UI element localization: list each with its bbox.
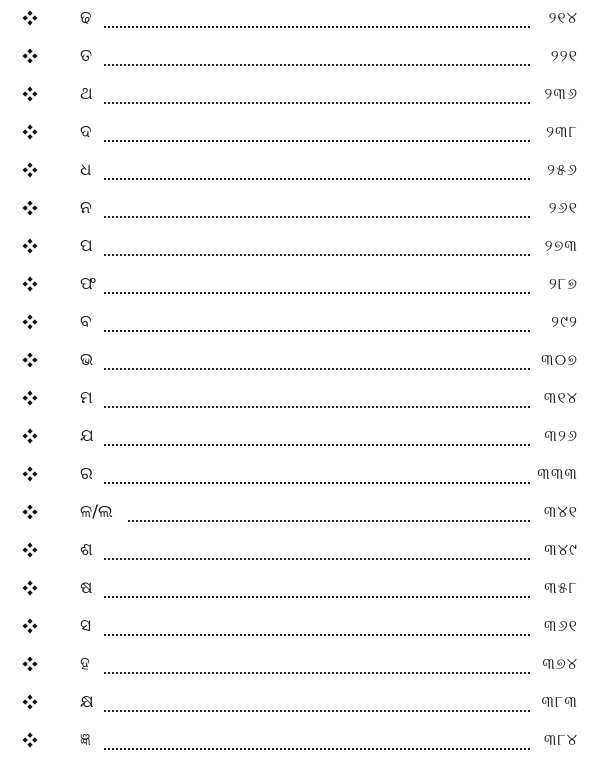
four-diamond-bullet-icon — [22, 580, 38, 596]
toc-page-number: ୨୯୨ — [551, 312, 578, 331]
dot-leader — [104, 672, 530, 674]
toc-page-number: ୨୫୬ — [546, 160, 578, 179]
dot-leader — [128, 520, 530, 522]
toc-entry[interactable] — [0, 6, 600, 36]
dot-leader — [104, 596, 530, 598]
dot-leader — [104, 64, 530, 66]
four-diamond-bullet-icon — [22, 504, 38, 520]
toc-letter: ମ — [80, 388, 93, 408]
toc-letter: ର — [80, 464, 93, 484]
toc-letter: କ୍ଷ — [80, 692, 94, 712]
four-diamond-bullet-icon — [22, 656, 38, 672]
toc-entry[interactable] — [0, 120, 600, 150]
dot-leader — [104, 140, 530, 142]
toc-entry[interactable] — [0, 652, 600, 682]
toc-page-number: ୩୪୯ — [544, 540, 578, 559]
toc-page-number: ୩୫୮ — [544, 578, 578, 597]
toc-letter: ଶ — [80, 540, 93, 560]
toc-page-number: ୨୩୬ — [544, 84, 578, 103]
four-diamond-bullet-icon — [22, 238, 38, 254]
toc-entry[interactable] — [0, 576, 600, 606]
toc-page-number: ୨୩୮ — [546, 122, 578, 141]
four-diamond-bullet-icon — [22, 48, 38, 64]
dot-leader — [104, 368, 530, 370]
toc-letter: ତ — [80, 46, 93, 66]
four-diamond-bullet-icon — [22, 86, 38, 102]
dot-leader — [104, 558, 530, 560]
toc-entry[interactable] — [0, 272, 600, 302]
toc-entry[interactable] — [0, 310, 600, 340]
four-diamond-bullet-icon — [22, 466, 38, 482]
toc-page-number: ୩୩୩ — [537, 464, 578, 483]
toc-entry[interactable] — [0, 614, 600, 644]
four-diamond-bullet-icon — [22, 732, 38, 748]
dot-leader — [104, 292, 530, 294]
dot-leader — [104, 482, 530, 484]
toc-letter: ହ — [80, 654, 90, 674]
four-diamond-bullet-icon — [22, 352, 38, 368]
toc-letter: ଢ — [80, 8, 92, 28]
toc-entry[interactable] — [0, 158, 600, 188]
toc-page-number: ୨୬୧ — [548, 198, 578, 217]
toc-letter: ଦ — [80, 122, 92, 142]
four-diamond-bullet-icon — [22, 542, 38, 558]
toc-entry[interactable] — [0, 690, 600, 720]
toc-letter: ନ — [80, 198, 92, 218]
toc-entry[interactable] — [0, 82, 600, 112]
toc-letter: ବ — [80, 312, 92, 332]
toc-page-number: ୩୭୪ — [542, 654, 578, 673]
toc-page-number: ୩୬୧ — [544, 616, 578, 635]
toc-entry[interactable] — [0, 386, 600, 416]
toc-page-number: ୨୧୪ — [548, 8, 578, 27]
dot-leader — [104, 748, 530, 750]
toc-letter: ଥ — [80, 84, 93, 104]
toc-letter: ଭ — [80, 350, 94, 370]
toc-entry[interactable] — [0, 462, 600, 492]
toc-letter: ସ — [80, 616, 92, 636]
dot-leader — [104, 710, 530, 712]
toc-letter: ଜ୍ଞ — [80, 730, 91, 750]
dot-leader — [104, 178, 530, 180]
toc-page-number: ୨୨୧ — [550, 46, 578, 65]
toc-page-number: ୨୮୭ — [548, 274, 578, 293]
four-diamond-bullet-icon — [22, 124, 38, 140]
toc-page-number: ୩୧୪ — [543, 388, 578, 407]
dot-leader — [104, 216, 530, 218]
toc-letter: ଳ/ଲ — [80, 502, 113, 522]
four-diamond-bullet-icon — [22, 694, 38, 710]
four-diamond-bullet-icon — [22, 314, 38, 330]
dot-leader — [104, 102, 530, 104]
dot-leader — [104, 444, 530, 446]
four-diamond-bullet-icon — [22, 162, 38, 178]
toc-entry[interactable] — [0, 44, 600, 74]
toc-entry[interactable] — [0, 348, 600, 378]
toc-page-number: ୨୭୩ — [544, 236, 578, 255]
dot-leader — [104, 634, 530, 636]
toc-letter: ଯ — [80, 426, 94, 446]
four-diamond-bullet-icon — [22, 428, 38, 444]
toc-letter: ଫ — [80, 274, 97, 294]
toc-entry[interactable] — [0, 728, 600, 758]
toc-letter: ପ — [80, 236, 93, 256]
toc-page-number: ୩୮୪ — [543, 730, 578, 749]
toc-page-number: ୩୨୬ — [544, 426, 578, 445]
toc-page-number: ୩୦୭ — [541, 350, 578, 369]
dot-leader — [104, 254, 530, 256]
toc-entry[interactable] — [0, 196, 600, 226]
toc-page-number: ୩୪୧ — [543, 502, 578, 521]
dot-leader — [104, 330, 530, 332]
four-diamond-bullet-icon — [22, 200, 38, 216]
toc-letter: ଧ — [80, 160, 92, 180]
toc-entry[interactable] — [0, 424, 600, 454]
four-diamond-bullet-icon — [22, 276, 38, 292]
toc-page-number: ୩୮୩ — [541, 692, 578, 711]
four-diamond-bullet-icon — [22, 618, 38, 634]
four-diamond-bullet-icon — [22, 390, 38, 406]
toc-entry[interactable] — [0, 234, 600, 264]
dot-leader — [104, 26, 530, 28]
toc-entry[interactable] — [0, 538, 600, 568]
toc-entry[interactable] — [0, 500, 600, 530]
four-diamond-bullet-icon — [22, 10, 38, 26]
toc-letter: ଷ — [80, 578, 93, 598]
dot-leader — [104, 406, 530, 408]
